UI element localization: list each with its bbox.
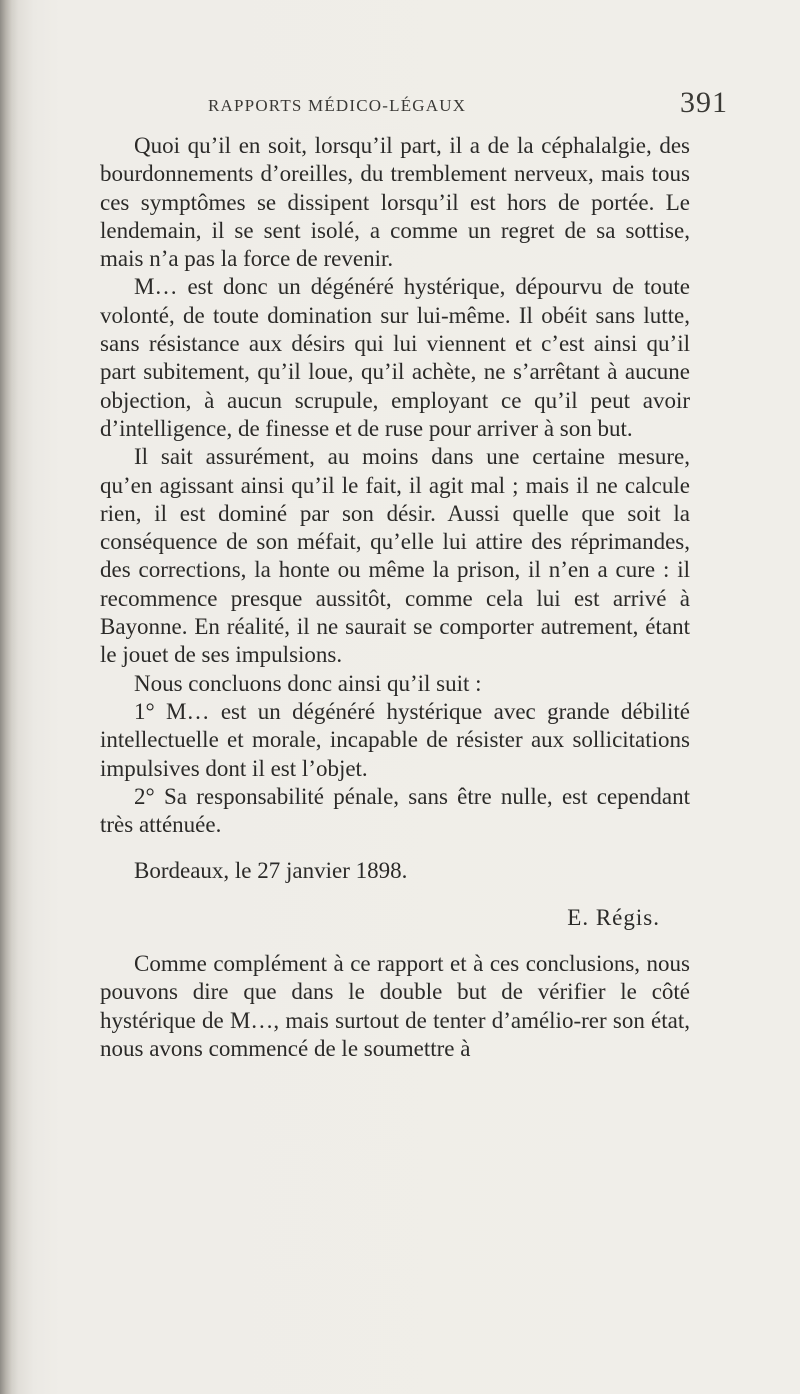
conclusion-item: 1° M… est un dégénéré hystérique avec grande débilité intellectuelle et morale, incapable de résister aux sollicitations impulsives dont il est l’objet. bbox=[100, 698, 690, 781]
binding-gutter bbox=[0, 0, 18, 1394]
running-head: RAPPORTS MÉDICO-LÉGAUX bbox=[208, 96, 467, 115]
conclusion-item: 2° Sa responsabilité pénale, sans être nulle, est cependant très atténuée. bbox=[100, 783, 690, 838]
paragraph: Comme complément à ce rapport et à ces conclusions, nous pouvons dire que dans le double but de vérifier le côté hystérique de M…, mais surtout de tenter d’amélio-rer son état, nous avons commencé de le soumettre à bbox=[100, 951, 690, 1061]
spacer bbox=[100, 886, 690, 904]
paragraph: Nous concluons donc ainsi qu’il suit : bbox=[134, 670, 482, 696]
page-header bbox=[108, 86, 728, 128]
paragraph: M… est donc un dégénéré hystérique, dépourvu de toute volonté, de toute domination sur lui-même. Il obéit sans lutte, sans résistance aux désirs qui lui viennent et c’est ainsi qu’il part subitement, qu’il loue, qu’il achète, ne s’arrêtant à aucune objection, à aucun scrupule, employant ce qu’il peut avoir d’intelligence, de finesse et de ruse pour arriver à son but. bbox=[100, 274, 690, 441]
place-date: Bordeaux, le 27 janvier 1898. bbox=[134, 858, 408, 884]
paragraph: Il sait assurément, au moins dans une certaine mesure, qu’en agissant ainsi qu’il le fait, il agit mal ; mais il ne calcule rien, il est dominé par son désir. Aussi quelle que soit la conséquence de son méfait, qu’elle lui attire des réprimandes, des corrections, la honte ou même la prison, il n’en a cure : il recommence presque aussitôt, comme cela lui est arrivé à Bayonne. En réalité, il ne saurait se comporter autrement, étant le jouet de ses impulsions. bbox=[100, 444, 690, 668]
signature: E. Régis. bbox=[567, 904, 660, 930]
spacer bbox=[100, 932, 690, 950]
body-text bbox=[100, 132, 690, 1063]
page-number: 391 bbox=[680, 86, 728, 119]
paragraph: Quoi qu’il en soit, lorsqu’il part, il a de la céphalalgie, des bourdonnements d’oreilles, du tremblement nerveux, mais tous ces symptômes se dissipent lorsqu’il est hors de portée. Le lendemain, il se sent isolé, a comme un regret de sa sottise, mais n’a pas la force de revenir. bbox=[100, 133, 690, 272]
spacer bbox=[100, 839, 690, 857]
